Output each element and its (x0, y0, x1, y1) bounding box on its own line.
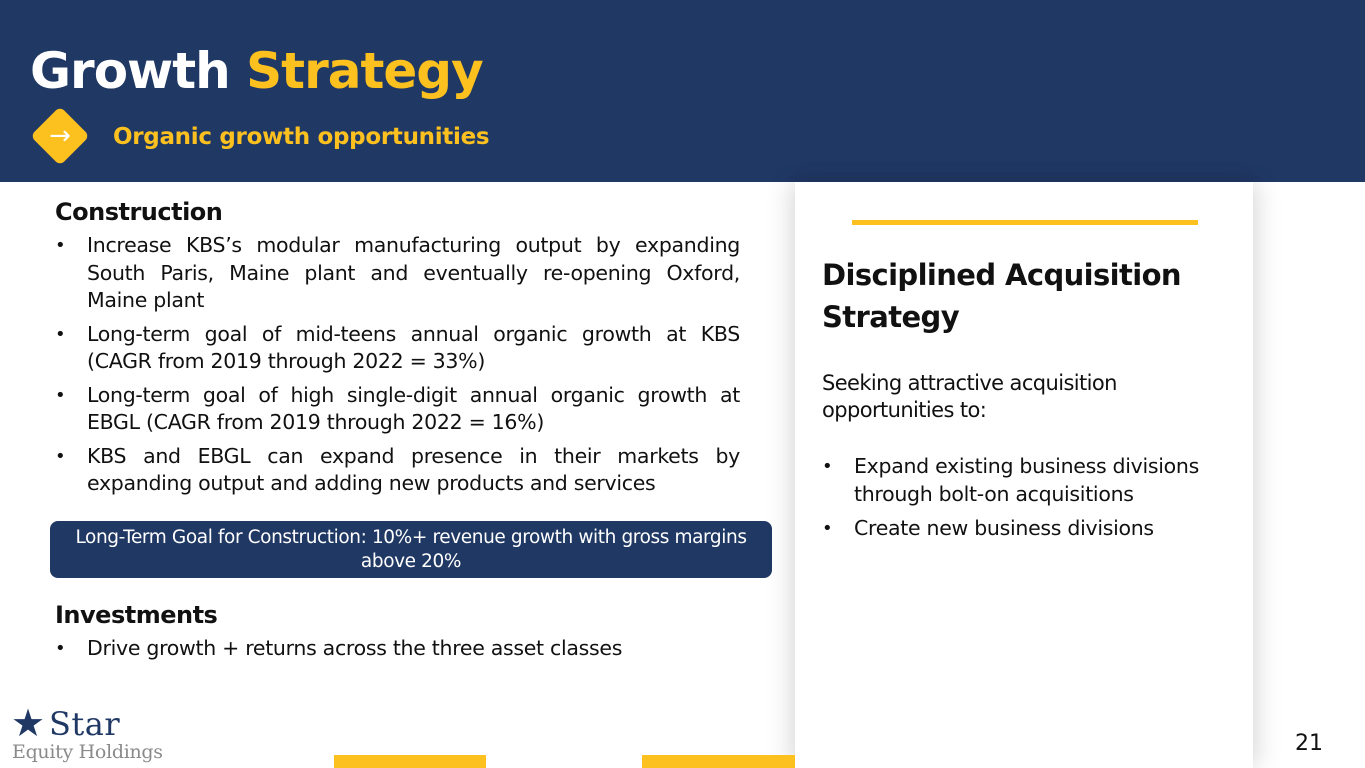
list-item: • Increase KBS’s modular manufacturing output by expanding South Paris, Maine plant and eventually re-opening Oxford, Maine plant (55, 232, 740, 315)
arrow-right-icon: → (49, 121, 71, 151)
construction-goal-box: Long-Term Goal for Construction: 10%+ revenue growth with gross margins above 20% (50, 521, 772, 578)
construction-heading: Construction (55, 198, 223, 226)
list-item: • Long-term goal of high single-digit annual organic growth at EBGL (CAGR from 2019 through 2022 = 16%) (55, 382, 740, 437)
title-accent: Strategy (246, 42, 483, 100)
logo-name: Star (49, 705, 121, 743)
card-accent-line (852, 220, 1198, 225)
investments-heading: Investments (55, 601, 218, 629)
company-logo (11, 703, 186, 765)
star-icon: ★ (11, 701, 46, 745)
acquisition-title: Disciplined Acquisition Strategy (822, 258, 1181, 334)
footer-accent-bar (642, 755, 795, 768)
list-item: • Create new business divisions (822, 515, 1242, 543)
construction-section (55, 196, 740, 498)
footer-accent-bar (334, 755, 486, 768)
page-subtitle: Organic growth opportunities (113, 124, 490, 150)
investments-list (55, 635, 740, 663)
list-item: • Long-term goal of mid-teens annual organic growth at KBS (CAGR from 2019 through 2022 = 33%) (55, 321, 740, 376)
logo-subtitle: Equity Holdings (12, 741, 163, 763)
list-item: • Expand existing business divisions through bolt-on acquisitions (822, 453, 1242, 508)
acquisition-list (822, 453, 1242, 543)
page-number: 21 (1295, 731, 1323, 756)
page-title (30, 38, 483, 104)
investments-section (55, 599, 740, 663)
title-main: Growth (30, 42, 230, 100)
construction-list (55, 232, 740, 498)
acquisition-intro: Seeking attractive acquisition opportunities to: (822, 371, 1117, 422)
list-item: • Drive growth + returns across the three asset classes (55, 635, 740, 663)
list-item: • KBS and EBGL can expand presence in their markets by expanding output and adding new products and services (55, 443, 740, 498)
acquisition-section (822, 453, 1242, 550)
